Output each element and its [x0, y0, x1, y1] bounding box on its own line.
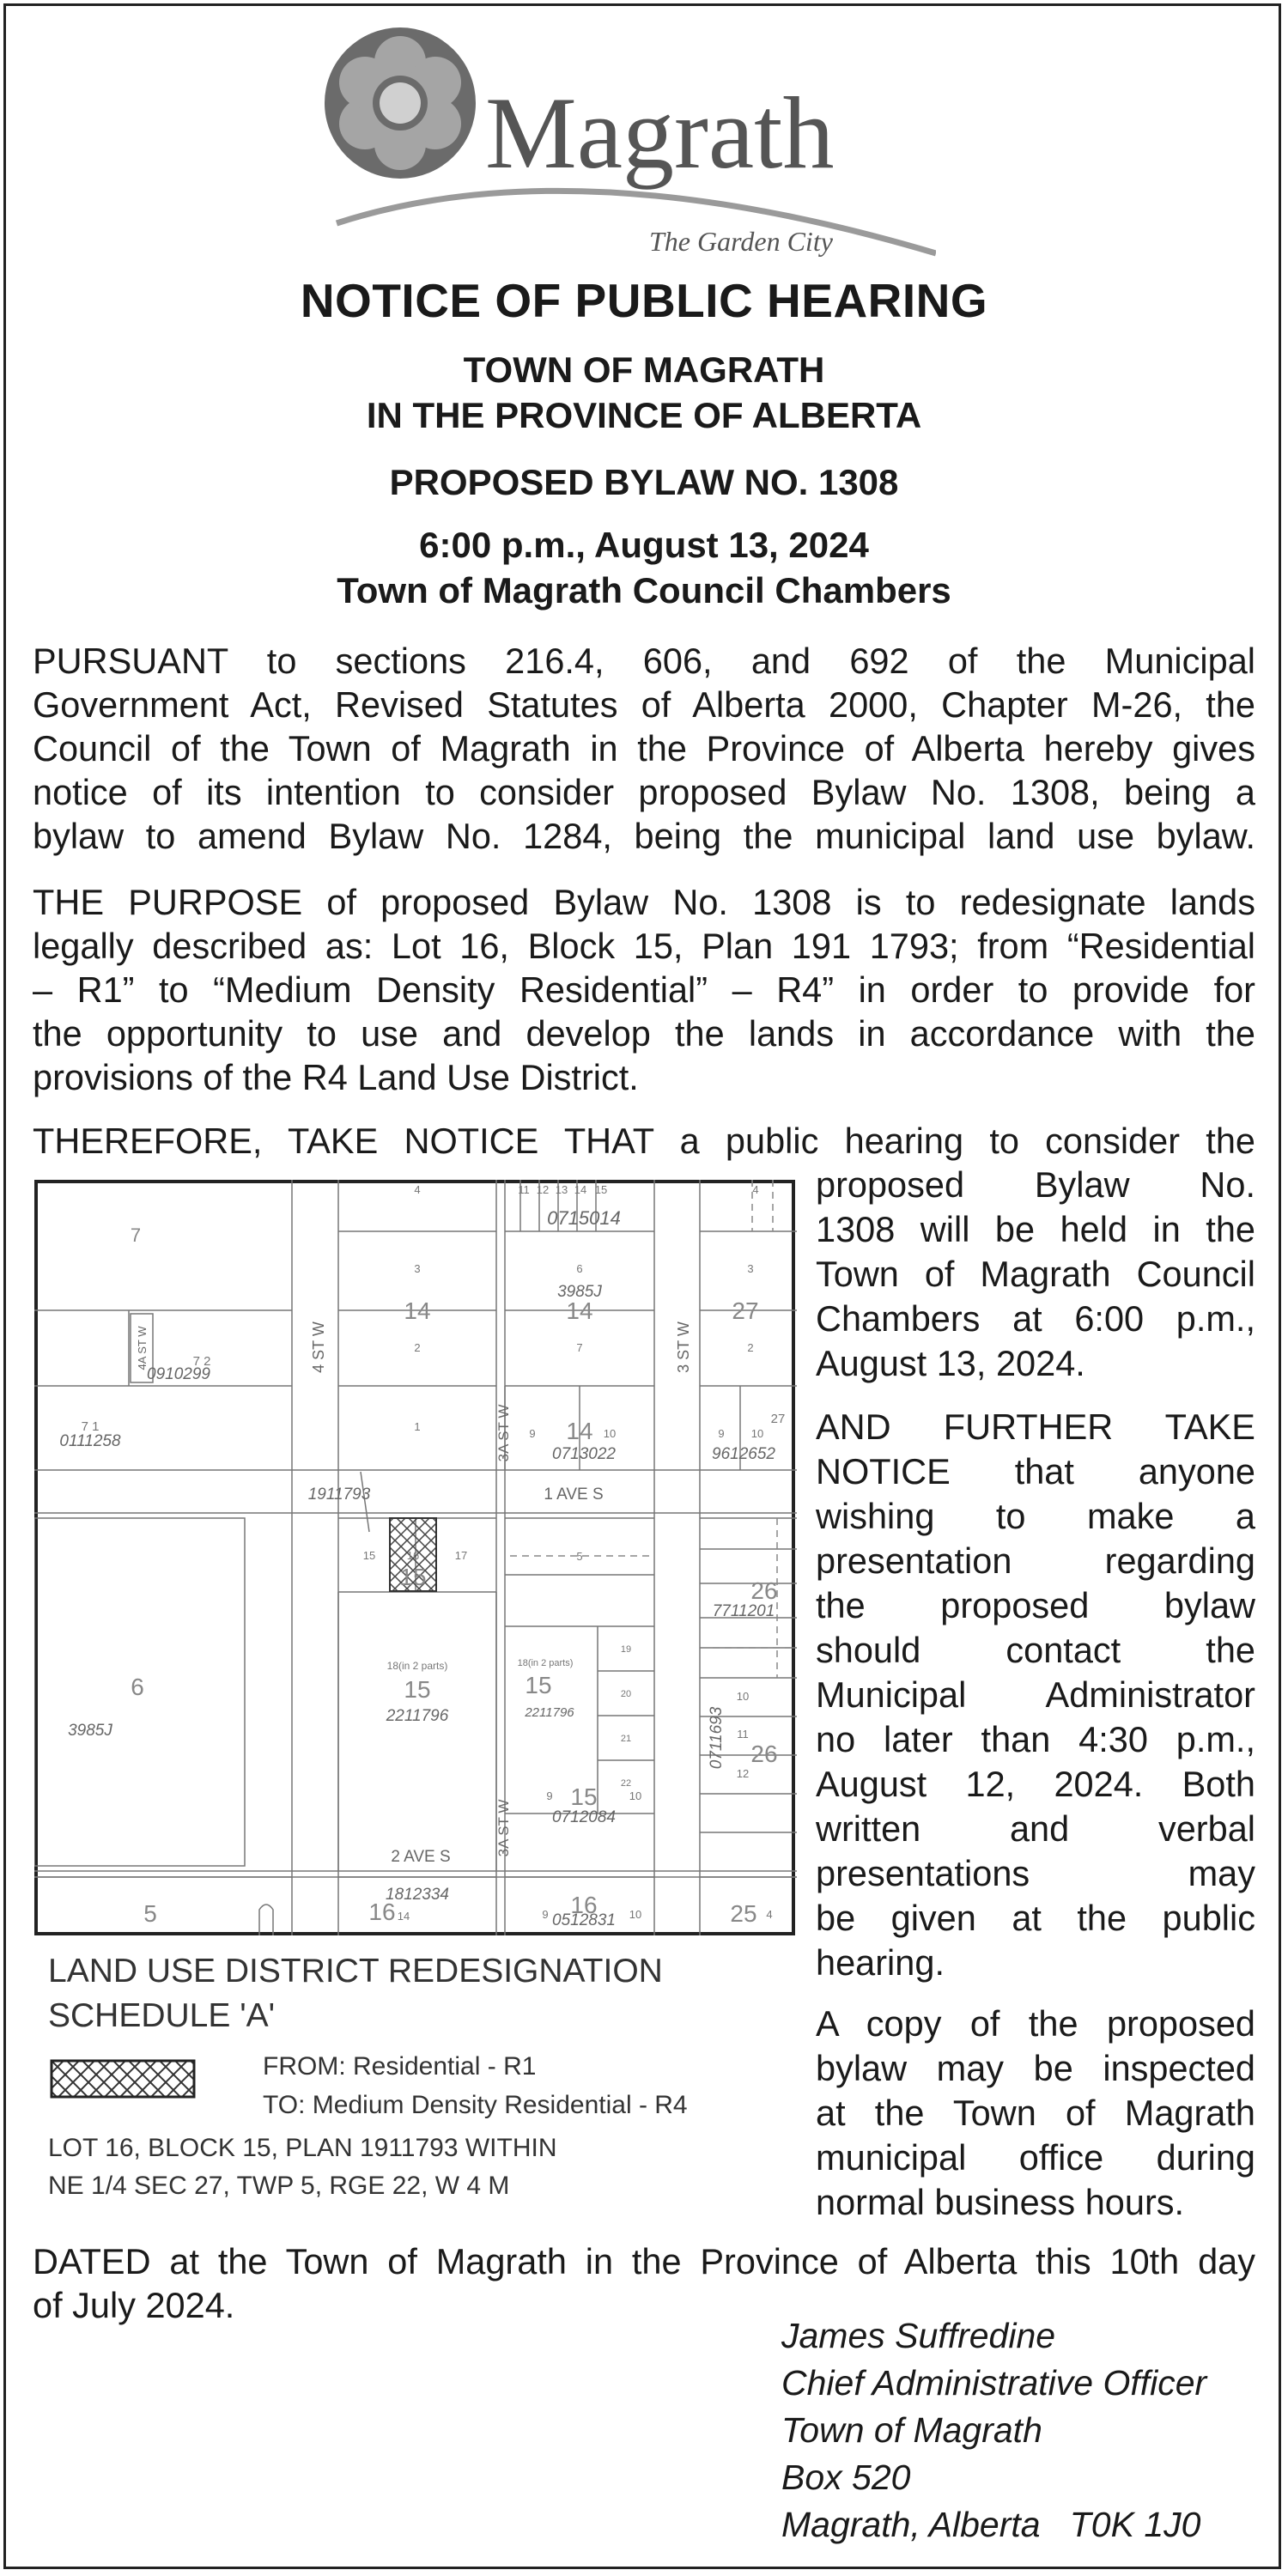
lot-label: 4 [414, 1183, 421, 1196]
block-label: 7 [130, 1224, 142, 1246]
lot-label: 4 [766, 1908, 773, 1921]
town-line-2: IN THE PROVINCE OF ALBERTA [366, 395, 922, 435]
lot-label: 19 [620, 1644, 632, 1655]
logo-wordmark: Magrath [485, 76, 835, 190]
plan-label: 2211796 [525, 1705, 574, 1720]
lot-label: 10 [736, 1690, 750, 1703]
lot-label: 1 [414, 1420, 421, 1433]
block-label: 15 [525, 1672, 552, 1698]
lot-label: 27 [770, 1412, 786, 1426]
text-line: Chambers at 6:00 p.m., [816, 1298, 1255, 1339]
block-label: 14 [566, 1297, 593, 1324]
text-line: August 12, 2024. Both [816, 1764, 1255, 1804]
text-line: wishing to make a [816, 1496, 1255, 1536]
lot-label: 10 [629, 1789, 642, 1802]
legend-from-to [263, 2047, 688, 2124]
text-line: Town of Magrath Council [816, 1254, 1255, 1294]
lot-label: 15 [362, 1549, 376, 1562]
lot-label: 4 [752, 1183, 759, 1196]
logo-tagline: The Garden City [649, 226, 833, 257]
street-label-3ast: 3A ST W [495, 1799, 512, 1857]
signatory-org: Town of Magrath [781, 2410, 1042, 2450]
street-label-4st: 4 ST W [310, 1321, 327, 1373]
text-line: Government Act, Revised Statutes of Alberta 2000, Chapter M-26, the [33, 684, 1255, 725]
text-line: should contact the [816, 1630, 1255, 1670]
text-line: provisions of the R4 Land Use District. [33, 1057, 639, 1097]
lot-label: 9 [718, 1427, 725, 1440]
street-label-2ave: 2 AVE S [391, 1848, 451, 1866]
text-line: DATED at the Town of Magrath in the Province of Alberta this 10th day [33, 2241, 1255, 2281]
text-line: notice of its intention to consider proposed Bylaw No. 1308, being a [33, 772, 1255, 812]
text-line: at the Town of Magrath [816, 2093, 1255, 2133]
plan-label: 0715014 [547, 1207, 621, 1229]
copy-column [816, 2002, 1255, 2225]
text-line: proposed Bylaw No. [816, 1164, 1255, 1205]
signatory-address: Magrath, Alberta T0K 1J0 [781, 2505, 1201, 2544]
plan-label: 1911793 [307, 1485, 371, 1504]
lot-label: 13 [555, 1183, 568, 1196]
pursuant-paragraph [33, 639, 1255, 858]
lot-label: 7 2 [192, 1354, 211, 1369]
lot-label: 12 [536, 1183, 550, 1196]
legend-lot-line: LOT 16, BLOCK 15, PLAN 1911793 WITHIN [48, 2134, 557, 2162]
signatory-title: Chief Administrative Officer [781, 2363, 1207, 2403]
lot-label: 10 [603, 1427, 617, 1440]
block-label: 15 [570, 1783, 598, 1810]
lot-label: 2 [414, 1341, 421, 1354]
lot-label: 7 [576, 1341, 583, 1354]
block-label: 14 [404, 1297, 431, 1324]
text-line: THEREFORE, TAKE NOTICE THAT a public hearing to consider the [33, 1121, 1255, 1161]
block-label: 26 [750, 1741, 778, 1767]
plan-label: 2211796 [386, 1707, 449, 1725]
lot-label: 9 [546, 1789, 553, 1802]
text-line: AND FURTHER TAKE [816, 1406, 1255, 1447]
lot-label: 3 [747, 1262, 754, 1275]
plan-label: 0711693 [708, 1706, 726, 1770]
plan-label: 7711201 [712, 1602, 775, 1620]
lot-label: 12 [736, 1767, 750, 1780]
legend-title-line: SCHEDULE 'A' [48, 1997, 276, 2034]
plan-label: 9612652 [712, 1445, 775, 1463]
block-label: 5 [143, 1900, 157, 1927]
magrath-logo [318, 26, 936, 266]
lot-label: 5 [576, 1550, 583, 1563]
lot-label: 14 [397, 1910, 410, 1923]
text-line: bylaw to amend Bylaw No. 1284, being the municipal land use bylaw. [33, 816, 1255, 856]
lot-label: 9 [529, 1427, 536, 1440]
plan-label: 0512831 [552, 1911, 616, 1929]
block-label: 25 [730, 1900, 757, 1927]
lot-label: 10 [629, 1908, 642, 1921]
lot-label: 14 [574, 1183, 587, 1196]
bylaw-title: PROPOSED BYLAW NO. 1308 [389, 462, 899, 502]
flower-icon [325, 27, 476, 179]
text-line: Council of the Town of Magrath in the Province of Alberta hereby gives [33, 728, 1255, 769]
block-label: 16 [368, 1899, 396, 1925]
lot-label: 17 [454, 1549, 468, 1562]
plan-label: 0713022 [552, 1445, 616, 1463]
lot-label: 20 [620, 1689, 632, 1699]
legend-to: TO: Medium Density Residential - R4 [263, 2091, 688, 2119]
text-line: the proposed bylaw [816, 1585, 1255, 1625]
lot-label: 3 [414, 1262, 421, 1275]
legend-lot-line: NE 1/4 SEC 27, TWP 5, RGE 22, W 4 M [48, 2172, 510, 2200]
redesignation-map [34, 1180, 797, 1935]
further-notice-column [816, 1405, 1255, 1985]
lot-label: 11 [518, 1183, 530, 1196]
lot-label: 2 [747, 1341, 754, 1354]
text-line: legally described as: Lot 16, Block 15, Plan 191 1793; from “Residential [33, 926, 1255, 966]
text-line: written and verbal [816, 1808, 1255, 1849]
lot-label: 6 [576, 1262, 583, 1275]
lot-label: 10 [750, 1427, 764, 1440]
block-label: 26 [750, 1577, 778, 1604]
block-label: 27 [732, 1297, 759, 1324]
text-line: – R1” to “Medium Density Residential” – R4” in order to provide for [33, 969, 1255, 1010]
street-label-4ast: 4A ST W [136, 1326, 149, 1370]
plan-label: 1812334 [386, 1886, 449, 1904]
lot-label: 9 [542, 1908, 549, 1921]
logo-swoosh [337, 191, 936, 253]
street-label-1ave: 1 AVE S [544, 1485, 604, 1504]
hearing-place: Town of Magrath Council Chambers [337, 570, 951, 611]
text-line: of July 2024. [33, 2285, 235, 2325]
text-line: normal business hours. [816, 2182, 1185, 2222]
legend-lot-description [48, 2129, 557, 2205]
legend-hatch-swatch [50, 2059, 196, 2099]
text-line: 1308 will be held in the [816, 1209, 1255, 1249]
text-line: no later than 4:30 p.m., [816, 1719, 1255, 1759]
legend-from: FROM: Residential - R1 [263, 2052, 537, 2081]
signatory-box: Box 520 [781, 2458, 911, 2497]
therefore-paragraph [33, 1119, 1255, 1163]
block-label: 15 [399, 1564, 427, 1590]
street-label-3st: 3 ST W [675, 1321, 692, 1373]
text-line: the opportunity to use and develop the lands in accordance with the [33, 1013, 1255, 1054]
text-line: August 13, 2024. [816, 1343, 1085, 1383]
text-line: hearing. [816, 1942, 945, 1983]
text-line: PURSUANT to sections 216.4, 606, and 692 of the Municipal [33, 641, 1255, 681]
legend-title [48, 1949, 663, 2038]
plan-label: 0111258 [59, 1432, 121, 1450]
lot-label: 11 [737, 1728, 749, 1741]
text-line: Municipal Administrator [816, 1674, 1255, 1715]
lot-label: 22 [620, 1778, 632, 1789]
signatory-name: James Suffredine [781, 2316, 1056, 2355]
plan-label: 3985J [68, 1722, 112, 1740]
text-line: presentations may [816, 1853, 1255, 1893]
purpose-paragraph [33, 880, 1255, 1099]
legend-title-line: LAND USE DISTRICT REDESIGNATION [48, 1953, 663, 1990]
block-label: 6 [131, 1674, 144, 1700]
text-line: NOTICE that anyone [816, 1451, 1255, 1492]
lot-label: 18(in 2 parts) [517, 1658, 574, 1668]
block-label: 14 [566, 1418, 593, 1444]
lot-label: 18(in 2 parts) [386, 1660, 448, 1672]
lot-label: 16 [406, 1549, 420, 1562]
block-label: 16 [570, 1892, 598, 1918]
notice-title: NOTICE OF PUBLIC HEARING [300, 274, 988, 327]
plan-label: 0910299 [147, 1365, 210, 1383]
town-line-1: TOWN OF MAGRATH [463, 349, 825, 390]
plan-label: 0712084 [552, 1808, 616, 1826]
plan-label: 3985J [557, 1283, 602, 1301]
block-label: 15 [404, 1676, 431, 1703]
text-line: be given at the public [816, 1898, 1255, 1938]
text-line: presentation regarding [816, 1540, 1255, 1581]
lot-label: 7 1 [81, 1419, 100, 1434]
hearing-column [816, 1163, 1255, 1386]
signature-block [781, 2312, 1206, 2549]
text-line: municipal office during [816, 2137, 1255, 2178]
text-line: A copy of the proposed [816, 2003, 1255, 2044]
text-line: THE PURPOSE of proposed Bylaw No. 1308 is to redesignate lands [33, 882, 1255, 922]
lot-label: 15 [594, 1183, 608, 1196]
hearing-time: 6:00 p.m., August 13, 2024 [419, 525, 869, 565]
street-label-3ast: 3A ST W [495, 1404, 512, 1462]
text-line: bylaw may be inspected [816, 2048, 1255, 2088]
lot-label: 21 [620, 1734, 632, 1744]
